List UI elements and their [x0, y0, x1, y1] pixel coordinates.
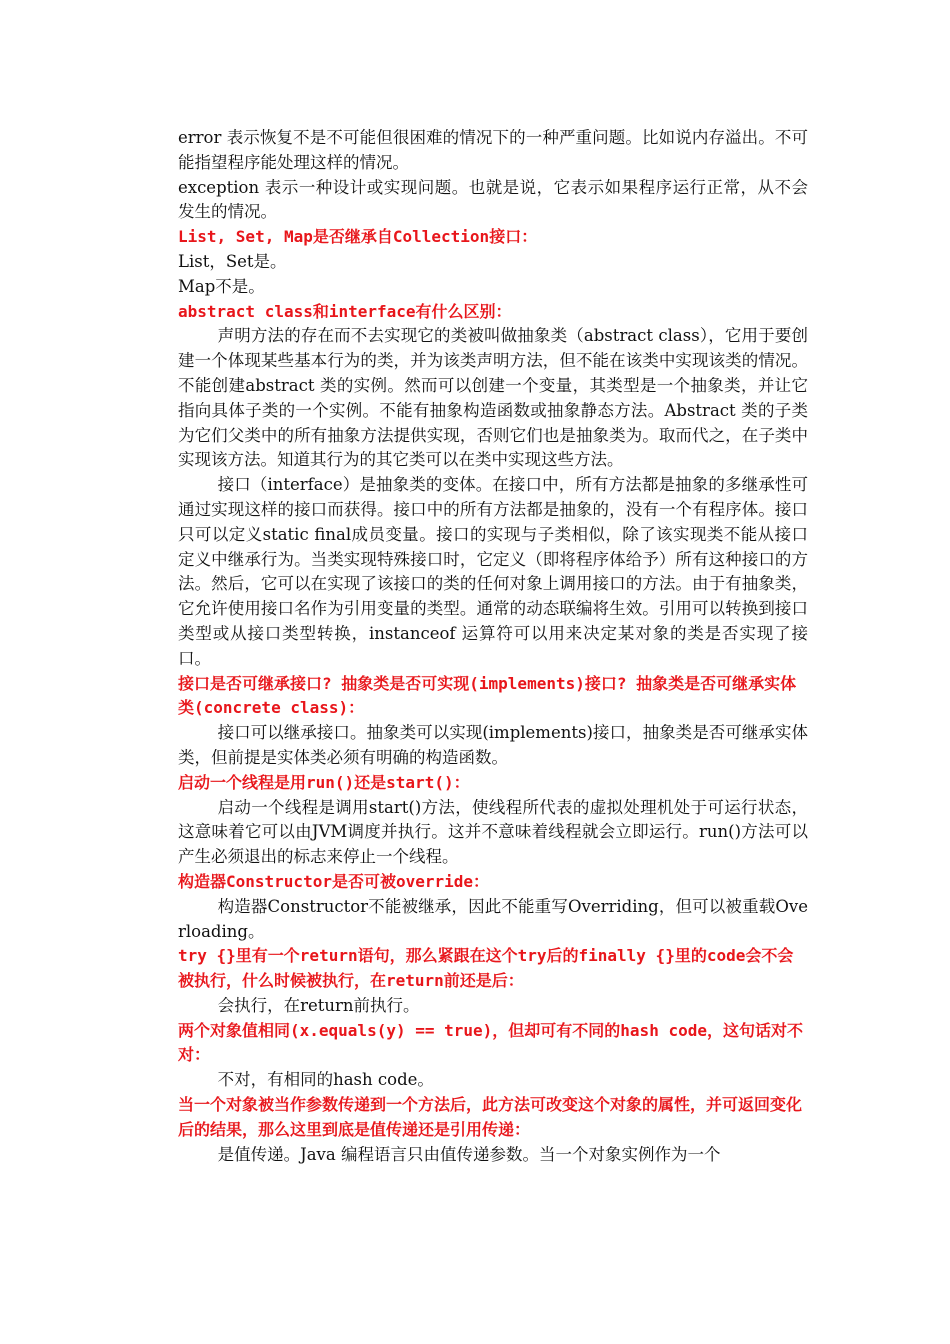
answer-inherit: 接口可以继承接口。抽象类可以实现(implements)接口，抽象类是否可继承实体类，但前提是实体类必须有明确的构造函数。 [178, 723, 808, 767]
paragraph-error: error 表示恢复不是不可能但很困难的情况下的一种严重问题。比如说内存溢出。不可能指望程序能处理这样的情况。 [178, 128, 808, 172]
question-heading-inherit: 接口是否可继承接口? 抽象类是否可实现(implements)接口? 抽象类是否可继承实体类(concrete class)： [178, 673, 797, 718]
answer-pass-by-value: 是值传递。Java 编程语言只由值传递参数。当一个对象实例作为一个 [217, 1144, 721, 1164]
paragraph-interface: 接口（interface）是抽象类的变体。在接口中，所有方法都是抽象的多继承性可通过实现这样的接口而获得。接口中的所有方法都是抽象的，没有一个有程序体。接口只可以定义static final成员变量。接口的实现与子类相似，除了该实现类不能从接口定义中继承行为。当类实现特殊接口时，它定义（即将程序体给予）所有这种接口的方法。然后，它可以在实现了该接口的类的任何对象上调用接口的方法。由于有抽象类，它允许使用接口名作为引用变量的类型。通常的动态联编将生效。引用可以转换到接口类型或从接口类型转换，instanceof 运算符可以用来决定某对象的类是否实现了接口。 [178, 475, 808, 668]
question-heading-collection: List, Set, Map是否继承自Collection接口： [178, 227, 538, 247]
paragraph-abstract-class: 声明方法的存在而不去实现它的类被叫做抽象类（abstract class），它用于要创建一个体现某些基本行为的类，并为该类声明方法，但不能在该类中实现该类的情况。不能创建abstract 类的实例。然而可以创建一个变量，其类型是一个抽象类，并让它指向具体子类的一个实例。不能有抽象构造函数或抽象静态方法。Abstract 类的子类为它们父类中的所有抽象方法提供实现，否则它们也是抽象类为。取而代之，在子类中实现该方法。知道其行为的其它类可以在类中实现这些方法。 [178, 326, 808, 470]
answer-finally: 会执行，在return前执行。 [217, 995, 420, 1015]
answer-thread: 启动一个线程是调用start()方法，使线程所代表的虚拟处理机处于可运行状态，这意味着它可以由JVM调度并执行。这并不意味着线程就会立即运行。run()方法可以产生必须退出的标志来停止一个线程。 [178, 797, 808, 867]
question-heading-finally: try {}里有一个return语句，那么紧跟在这个try后的finally {}里的code会不会被执行，什么时候被执行，在return前还是后： [178, 946, 794, 991]
answer-hashcode: 不对，有相同的hash code。 [217, 1070, 434, 1090]
answer-constructor: 构造器Constructor不能被继承，因此不能重写Overriding，但可以被重载Overloading。 [178, 896, 808, 941]
document-page [178, 126, 808, 1167]
answer-list-set: List，Set是。 [178, 251, 287, 271]
question-heading-constructor: 构造器Constructor是否可被override： [178, 871, 490, 891]
paragraph-exception: exception 表示一种设计或实现问题。也就是说，它表示如果程序运行正常，从不会发生的情况。 [178, 177, 808, 222]
question-heading-abstract-interface: abstract class和interface有什么区别： [178, 301, 512, 321]
answer-map: Map不是。 [178, 276, 265, 296]
question-heading-hashcode: 两个对象值相同(x.equals(y) == true)，但却可有不同的hash code，这句话对不对： [178, 1020, 803, 1065]
question-heading-thread: 启动一个线程是用run()还是start()： [178, 772, 470, 792]
question-heading-pass-by-value: 当一个对象被当作参数传递到一个方法后，此方法可改变这个对象的属性，并可返回变化后的结果，那么这里到底是值传递还是引用传递： [178, 1095, 803, 1139]
